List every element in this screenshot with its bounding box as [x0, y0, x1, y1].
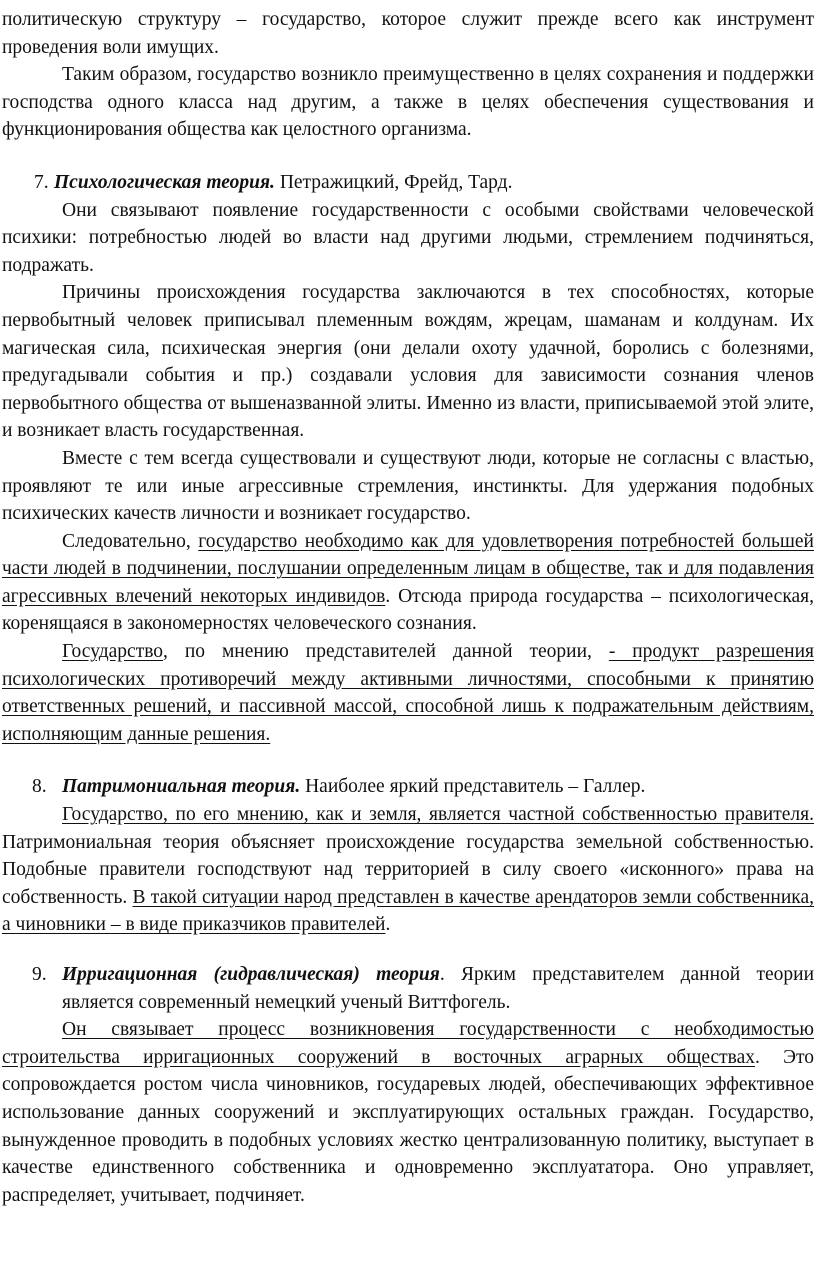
paragraph-text: Вместе с тем всегда существовали и существуют люди, которые не согласны с властью, проявляют те или иные агрессивные стремления, инстинкты. Для удержания подобных психических качеств личности и возникает государство. — [2, 447, 814, 525]
underlined-text: Он связывает процесс возникновения государственности с необходимостью строительства ирригационных сооружений в восточных аграрных обществах — [2, 1019, 814, 1068]
paragraph-irrigation — [2, 1016, 814, 1209]
section-number: 9. — [32, 964, 47, 985]
section-title: Ирригационная (гидравлическая) теория — [62, 964, 440, 985]
section-title: Психологическая теория. — [54, 171, 275, 193]
paragraph-conclusion — [2, 61, 814, 144]
section-authors: . Ярким представителем данной теории является современный немецкий ученый Виттфогель. — [62, 964, 815, 1013]
underlined-text: В такой ситуации народ представлен в качестве арендаторов земли собственника, а чиновники – в виде приказчиков правителей — [2, 886, 814, 936]
section-heading-psychological — [2, 169, 814, 197]
paragraph-text: Следовательно, — [62, 530, 199, 552]
paragraph-text: Они связывают появление государственности с особыми свойствами человеческой психики: потребностью людей во власти над другими людьми, стремлением подчиняться, подражать. — [2, 199, 814, 276]
paragraph-patrimonial — [2, 801, 814, 939]
paragraph-text: Причины происхождения государства заключаются в тех способностях, которые первобытный человек приписывал племенным вождям, жрецам, шаманам и колдунам. Их магическая сила, психическая энергия (они делали охоту удачной, боролись с болезнями, предугадывали события и пр.) создавали условия для зависимости сознания членов первобытного общества от вышеназванной элиты. Именно из власти, приписываемой этой элите, и возникает власть государственная. — [2, 282, 814, 442]
paragraph-psyche — [2, 197, 814, 280]
paragraph-dissent — [2, 445, 814, 528]
paragraph-text: Патримониальная теория объясняет происхождение государства земельной собственностью. Подобные правители господствуют над территорией в силу своего «исконного» права на собственность. — [2, 831, 814, 908]
underlined-text: государство необходимо как для удовлетворения потребностей большей части людей в подчинении, послушании определенным лицам в обществе, так и для подавления агрессивных влечений некоторых индивидов — [2, 530, 814, 607]
section-number: 7. — [34, 171, 49, 193]
section-heading-text — [54, 169, 814, 197]
section-heading-patrimonial — [2, 773, 814, 801]
paragraph-therefore — [2, 528, 814, 638]
section-heading-irrigation — [2, 961, 814, 1016]
spacer — [2, 144, 814, 169]
underlined-text: Государство, по его мнению, как и земля, является частной собственностью правителя. — [62, 804, 814, 826]
section-title: Патримониальная теория. — [62, 776, 301, 798]
underlined-text: Государство — [62, 641, 164, 663]
underlined-text: - продукт разрешения психологических противоречий между активными личностями, способными к принятию ответственных решений, и пассивной массой, способной лишь к подражательным действиям, исполняющим данные решения. — [2, 641, 814, 745]
section-number: 8. — [32, 776, 47, 798]
spacer — [2, 939, 814, 961]
paragraph-state-instrument — [2, 6, 814, 61]
spacer — [2, 748, 814, 773]
paragraph-text: . Это сопровождается ростом числа чиновников, государевых людей, обеспечивающих эффективное использование данных сооружений и эксплуатирующих остальных граждан. Государство, вынужденное проводить в подобных условиях жестко централизованную политику, выступает в качестве единственного собственника и одновременно эксплуататора. Оно управляет, распределяет, учитывает, подчиняет. — [2, 1046, 814, 1206]
section-authors: Наиболее яркий представитель – Галлер. — [300, 776, 646, 798]
section-heading-text — [62, 961, 814, 1016]
section-heading-text — [62, 773, 814, 801]
paragraph-causes — [2, 279, 814, 445]
paragraph-text: , по мнению представителей данной теории, — [163, 641, 609, 663]
paragraph-text: . Отсюда природа государства – психологическая, коренящаяся в закономерностях человеческого сознания. — [2, 585, 814, 635]
paragraph-text: политическую структуру – государство, которое служит прежде всего как инструмент проведения воли имущих. — [2, 9, 814, 58]
section-authors: Петражицкий, Фрейд, Тард. — [274, 171, 513, 193]
paragraph-text: . — [385, 914, 391, 936]
paragraph-text: Таким образом, государство возникло преимущественно в целях сохранения и поддержки господства одного класса над другим, а также в целях обеспечения существования и функционирования общества как целостного организма. — [2, 64, 814, 141]
paragraph-state-product — [2, 638, 814, 748]
